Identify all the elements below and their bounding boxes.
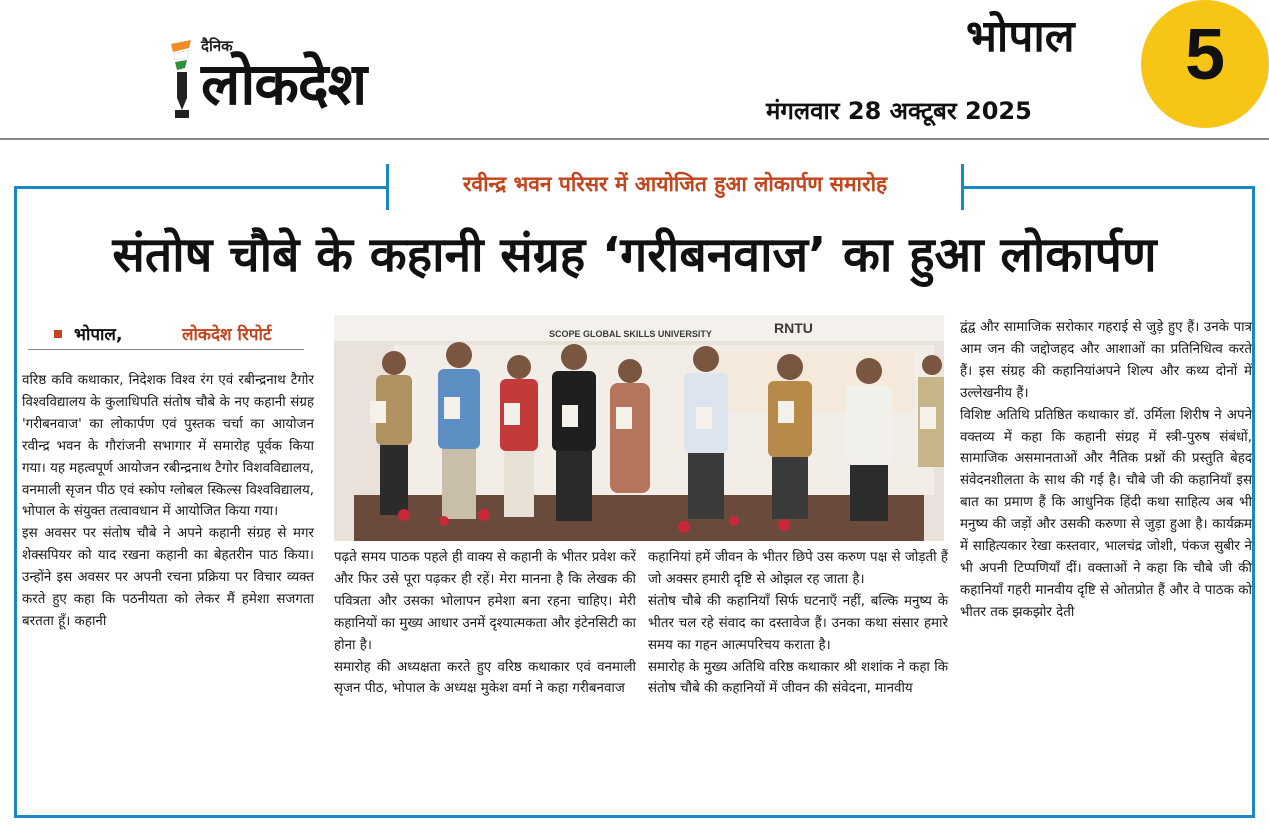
article-column-3 xyxy=(648,547,948,700)
article-column-4 xyxy=(960,317,1252,624)
article-headline: संतोष चौबे के कहानी संग्रह ‘गरीबनवाज’ का हुआ लोकार्पण xyxy=(112,227,1157,283)
paragraph: विशिष्ट अतिथि प्रतिष्ठित कथाकार डॉ. उर्मिला शिरीष ने अपने वक्तव्य में कहा कि कहानी संग्रह में स्त्री-पुरुष संबंधों, सामाजिक असमानताओं और नैतिक प्रश्नों की प्रस्तुति बेहद संवेदनशीलता के साथ की गई है। चौबे जी की कहानियाँ इस बात का प्रमाण हैं कि आधुनिक हिंदी कथा साहित्य अब भी मनुष्य की जड़ों और उसकी करुणा से जुड़ा हुआ है। कार्यक्रम में साहित्यकार रेखा कस्तवार, भालचंद्र जोशी, पंकज सुबीर ने भी अपनी टिप्पणियाँ दीं। वक्ताओं ने कहा कि चौबे जी की कहानियाँ गहरी मानवीय दृष्टि से ओतप्रोत हैं और वे पाठक को भीतर तक झकझोर देती xyxy=(960,407,1252,620)
logo-main-text: लोकदेश xyxy=(201,50,367,118)
paragraph: वरिष्ठ कवि कथाकार, निदेशक विश्व रंग एवं रबीन्द्रनाथ टैगोर विश्वविद्यालय के कुलाधिपति संतोष चौबे के नए कहानी संग्रह 'गरीबनवाज' का लोकार्पण एवं पुस्तक चर्चा का आयोजन रवीन्द्र भवन के गौरांजनी सभागार में समारोह पूर्वक किया गया। यह महत्वपूर्ण आयोजन रबीन्द्रनाथ टैगोर विशवविद्यालय, वनमाली सृजन पीठ एवं स्कोप ग्लोबल स्किल्स विश्वविद्यालय, भोपाल के संयुक्त तत्वावधान में आयोजित किया गया। xyxy=(22,373,314,520)
paragraph: इस अवसर पर संतोष चौबे ने अपने कहानी संग्रह से मगर शेक्सपियर को याद रखना कहानी का बेहतरीन पाठ किया। उन्होंने इस अवसर पर अपनी रचना प्रक्रिया पर विचार व्यक्त करते हुए कहा कि पठनीयता को लेकर मैं हमेशा सजगता बरतता हूँ। कहानी xyxy=(22,526,314,629)
edition-city: भोपाल xyxy=(966,11,1075,62)
paragraph: समारोह के मुख्य अतिथि वरिष्ठ कथाकार श्री शशांक ने कहा कि संतोष चौबे की कहानियों में जीवन की संवेदना, मानवीय xyxy=(648,659,948,697)
byline xyxy=(28,320,304,350)
tricolor-pen-icon xyxy=(165,38,201,120)
kicker-box xyxy=(386,164,964,210)
newspaper-logo xyxy=(165,34,497,126)
article-column-1 xyxy=(22,370,314,633)
banner-logo-2: RNTU xyxy=(774,320,813,336)
banner-logo-1: SCOPE GLOBAL SKILLS UNIVERSITY xyxy=(549,329,712,339)
paragraph: कहानियां हमें जीवन के भीतर छिपे उस करुण पक्ष से जोड़ती हैं जो अक्सर हमारी दृष्टि से ओझल रह जाता है। xyxy=(648,550,948,587)
logo-small-text: दैनिक xyxy=(201,37,233,55)
byline-city: भोपाल, xyxy=(74,325,123,345)
edition-date: मंगलवार 28 अक्टूबर 2025 xyxy=(766,97,1032,125)
masthead xyxy=(0,0,1269,138)
paragraph: द्वंद्व और सामाजिक सरोकार गहराई से जुड़े हुए हैं। उनके पात्र आम जन की जद्दोजहद और आशाओं का प्रतिनिधित्व करते हैं। इस संग्रह की कहानियांअपने शिल्प और कथ्य दोनों में उल्लेखनीय हैं। xyxy=(960,320,1252,401)
article-column-2 xyxy=(334,547,636,700)
paragraph: समारोह की अध्यक्षता करते हुए वरिष्ठ कथाकार एवं वनमाली सृजन पीठ, भोपाल के अध्यक्ष मुकेश वर्मा ने कहा गरीबनवाज xyxy=(334,659,636,697)
page-number: 5 xyxy=(1184,15,1226,95)
article-kicker: रवीन्द्र भवन परिसर में आयोजित हुआ लोकार्पण समारोह xyxy=(462,172,888,196)
masthead-divider xyxy=(0,138,1269,140)
paragraph: पढ़ते समय पाठक पहले ही वाक्य से कहानी के भीतर प्रवेश करें और फिर उसे पूरा पढ़कर ही रहें। मेरा मानना है कि लेखक की पवित्रता और उसका भोलापन हमेशा बना रहना चाहिए। मेरी कहानियों का मुख्य आधार उनमें दृश्यात्मकता और इंटेनसिटी का होना है। xyxy=(334,550,636,653)
byline-bullet-icon xyxy=(54,330,62,338)
byline-source: लोकदेश रिपोर्ट xyxy=(182,325,272,345)
event-photo xyxy=(334,315,944,541)
photo-illustration xyxy=(334,315,944,541)
page-number-badge xyxy=(1141,0,1269,128)
paragraph: संतोष चौबे की कहानियाँ सिर्फ घटनाएँ नहीं, बल्कि मनुष्य के भीतर चल रहे संवाद का दस्तावेज हैं। उनका कथा संसार हमारे समय का गहन आत्मपरिचय कराता है। xyxy=(648,593,948,653)
